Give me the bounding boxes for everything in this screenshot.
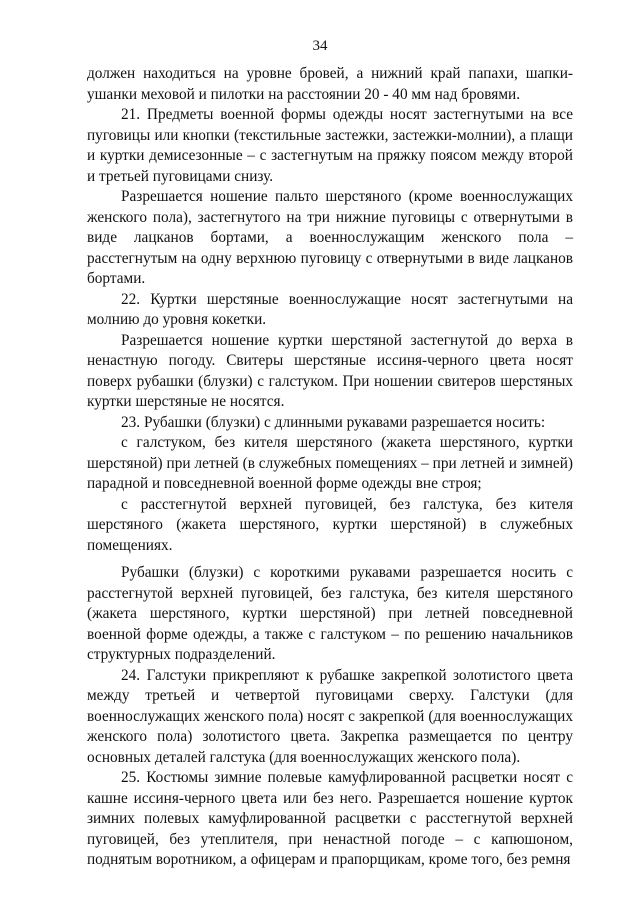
paragraph-continuation: должен находиться на уровне бровей, а нижний край папахи, шапки-ушанки меховой и пилотки на расстоянии 20 - 40 мм над бровями. (87, 65, 573, 103)
paragraph-item-24: 24. Галстуки прикрепляют к рубашке закрепкой золотистого цвета между третьей и четвертой пуговицами сверху. Галстуки (для военнослужащих женского пола) носят с закрепкой (для военнослужащих женского пола) золотистого цвета. Закрепка размещается по центру основных деталей галстука (для военнослужащих женского пола). (87, 666, 573, 766)
paragraph-item-25: 25. Костюмы зимние полевые камуфлированной расцветки носят с кашне иссиня-черного цвета или без него. Разрешается ношение курток зимних полевых камуфлированной расцветки с расстегнутой верхней пуговицей, без утеплителя, при ненастной погоде – с капюшоном, поднятым воротником, а офицерам и прапорщикам, кроме того, без ремня (87, 769, 573, 868)
paragraph-wool-coat: Разрешается ношение пальто шерстяного (кроме военнослужащих женского пола), застегнутого на три нижние пуговицы с отвернутыми в виде лацканов бортами, а военнослужащим женского пола – расстегнутым на одну верхнюю пуговицу с отвернутыми в виде лацканов бортами. (87, 188, 573, 287)
paragraph-wool-jacket: Разрешается ношение куртки шерстяной застегнутой до верха в ненастную погоду. Свитеры шерстяные иссиня-черного цвета носят поверх рубашки (блузки) с галстуком. При ношении свитеров шерстяных куртки шерстяные не носятся. (87, 331, 573, 410)
document-body (87, 64, 573, 871)
paragraph-item-22: 22. Куртки шерстяные военнослужащие носят застегнутыми на молнию до уровня кокетки. (87, 290, 573, 328)
page-number: 34 (312, 38, 328, 54)
paragraph-item-23-with-tie: с галстуком, без кителя шерстяного (жакета шерстяного, куртки шерстяной) при летней (в служебных помещениях – при летней и зимней) парадной и повседневной военной форме одежды вне строя; (87, 434, 573, 492)
paragraph-item-23-without-tie: с расстегнутой верхней пуговицей, без галстука, без кителя шерстяного (жакета шерстяного, куртки шерстяной) в служебных помещениях. (87, 495, 573, 554)
paragraph-item-23: 23. Рубашки (блузки) с длинными рукавами разрешается носить: (121, 413, 546, 431)
paragraph-short-sleeves: Рубашки (блузки) с короткими рукавами разрешается носить с расстегнутой верхней пуговицей, без галстука, без кителя шерстяного (жакета шерстяного, куртки шерстяной) при летней повседневной военной форме одежды, а также с галстуком – по решению начальников структурных подразделений. (87, 564, 573, 663)
paragraph-item-21: 21. Предметы военной формы одежды носят застегнутыми на все пуговицы или кнопки (текстильные застежки, застежки-молнии), а плащи и куртки демисезонные – с застегнутым на пряжку поясом между второй и третьей пуговицами снизу. (87, 106, 573, 185)
